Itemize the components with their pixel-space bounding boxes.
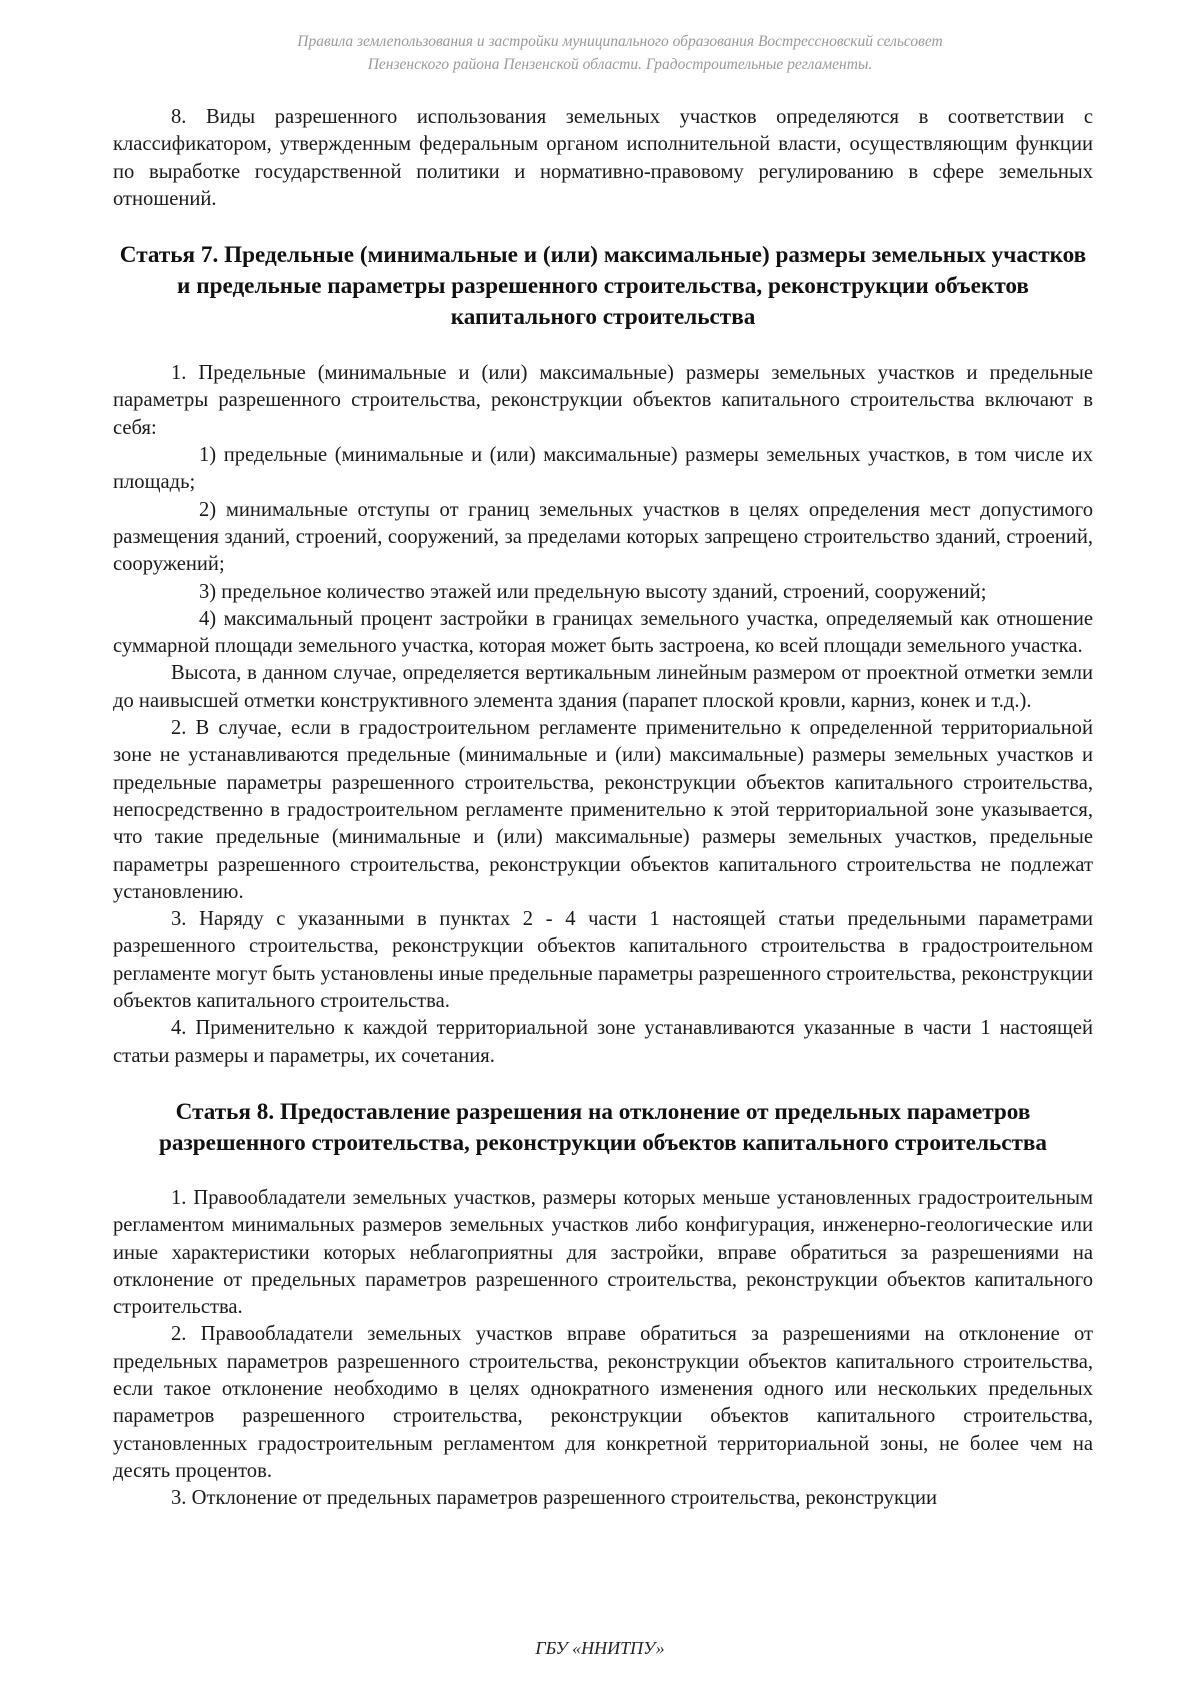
- article-8-paragraph-2: 2. Правообладатели земельных участков вправе обратиться за разрешениями на отклонение от предельных параметров разрешенного строительства, реконструкции объектов капитального строительства, если такое отклонение необходимо в целях однократного изменения одного или нескольких предельных параметров разрешенного строительства, реконструкции объектов капитального строительства, установленных градостроительным регламентом для конкретной территориальной зоны, не более чем на десять процентов.: [113, 1323, 1093, 1482]
- article-8-title: Статья 8. Предоставление разрешения на отклонение от предельных параметров разрешенного строительства, реконструкции объектов капитального строительства: [158, 1098, 1048, 1156]
- paragraph-8-permitted-use: 8. Виды разрешенного использования земельных участков определяются в соответствии с классификатором, утвержденным федеральным органом исполнительной власти, осуществляющим функции по выработке государственной политики и нормативно-правовому регулированию в сфере земельных отношений.: [113, 106, 1093, 210]
- article-7-height-note: Высота, в данном случае, определяется вертикальным линейным размером от проектной отметки земли до наивысшей отметки конструктивного элемента здания (парапет плоской кровли, карниз, конек и т.д.).: [113, 662, 1093, 712]
- article-8-paragraph-1: 1. Правообладатели земельных участков, размеры которых меньше установленных градостроительным регламентом минимальных размеров земельных участков либо конфигурация, инженерно-геологические или иные характеристики которых неблагоприятны для застройки, вправе обратиться за разрешениями на отклонение от предельных параметров разрешенного строительства, реконструкции объектов капитального строительства.: [113, 1186, 1093, 1319]
- document-body: [113, 104, 1093, 1512]
- running-header-line-2: Пензенского района Пензенской области. Градостроительные регламенты.: [367, 56, 873, 73]
- page-footer: ГБУ «ННИТПУ»: [535, 1638, 665, 1658]
- article-7-item-4: 4) максимальный процент застройки в границах земельного участка, определяемый как отношение суммарной площади земельного участка, которая может быть застроена, ко всей площади земельного участка.: [113, 607, 1093, 658]
- article-7-paragraph-3: 3. Наряду с указанными в пунктах 2 - 4 части 1 настоящей статьи предельными параметрами разрешенного строительства, реконструкции объектов капитального строительства в градостроительном регламенте могут быть установлены иные предельные параметры разрешенного строительства, реконструкции объектов капитального строительства.: [113, 908, 1093, 1013]
- article-7-item-1: 1) предельные (минимальные и (или) максимальные) размеры земельных участков, в том числе их площадь;: [113, 444, 1093, 494]
- article-7-title: Статья 7. Предельные (минимальные и (или) максимальные) размеры земельных участков и предельные параметры разрешенного строительства, реконструкции объектов капитального строительства: [119, 242, 1087, 331]
- running-header: [180, 30, 1060, 76]
- article-8-paragraph-3: 3. Отклонение от предельных параметров разрешенного строительства, реконструкции: [171, 1487, 938, 1510]
- article-7-item-2: 2) минимальные отступы от границ земельных участков в целях определения мест допустимого размещения зданий, строений, сооружений, за пределами которых запрещено строительство зданий, строений, сооружений;: [113, 498, 1093, 576]
- article-7-paragraph-4: 4. Применительно к каждой территориальной зоне устанавливаются указанные в части 1 настоящей статьи размеры и параметры, их сочетания.: [113, 1017, 1093, 1067]
- article-7-paragraph-1: 1. Предельные (минимальные и (или) максимальные) размеры земельных участков и предельные параметры разрешенного строительства, реконструкции объектов капитального строительства включают в себя:: [113, 362, 1093, 439]
- article-7-paragraph-2: 2. В случае, если в градостроительном регламенте применительно к определенной территориальной зоне не устанавливаются предельные (минимальные и (или) максимальные) размеры земельных участков и предельные параметры разрешенного строительства, реконструкции объектов капитального строительства, непосредственно в градостроительном регламенте применительно к этой территориальной зоне указывается, что такие предельные (минимальные и (или) максимальные) размеры земельных участков, предельные параметры разрешенного строительства, реконструкции объектов капитального строительства не подлежат установлению.: [113, 717, 1093, 903]
- article-7-item-3: 3) предельное количество этажей или предельную высоту зданий, строений, сооружений;: [199, 580, 987, 603]
- running-header-line-1: Правила землепользования и застройки муниципального образования Вострессновский сельсовет: [297, 33, 943, 50]
